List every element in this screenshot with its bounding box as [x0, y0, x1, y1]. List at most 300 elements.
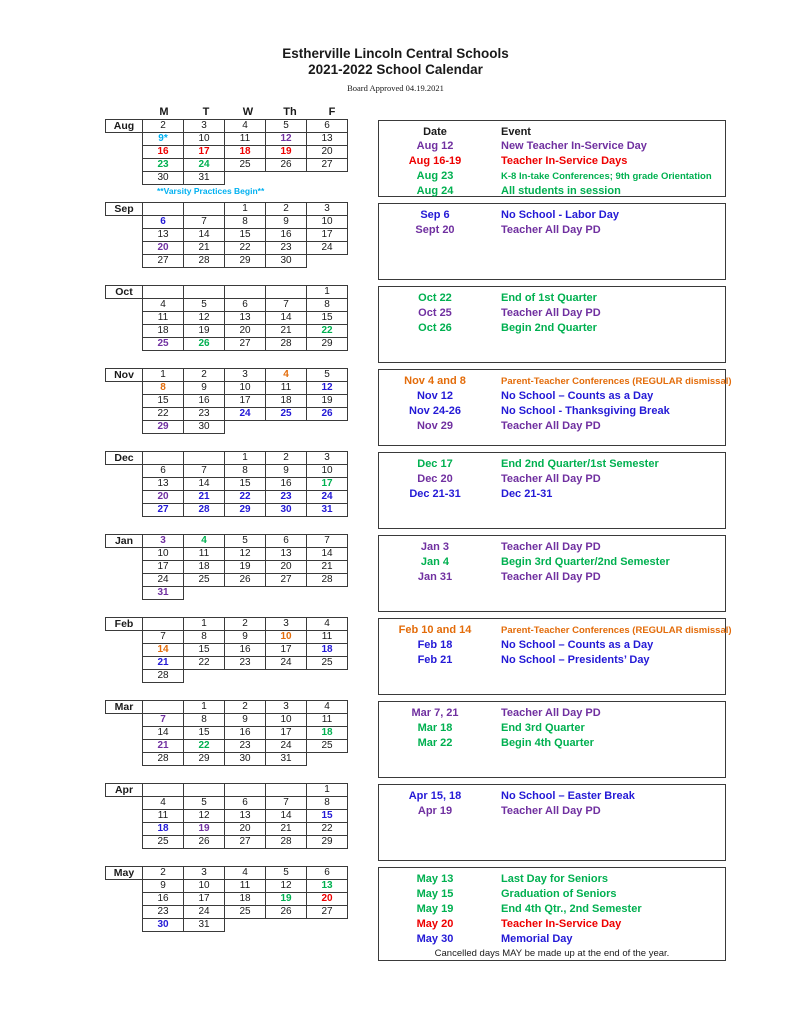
week-row: [105, 617, 353, 631]
day-cell: 22: [224, 490, 266, 504]
event-date: Dec 20: [417, 473, 453, 485]
event-row: [379, 154, 725, 169]
day-cell: 10: [142, 547, 184, 561]
month-calendar: [105, 286, 353, 351]
day-cell: 21: [142, 656, 184, 670]
day-cell: 5: [265, 119, 307, 133]
event-date: Aug 16-19: [408, 155, 462, 167]
title-block: [0, 0, 791, 96]
day-cell: 8: [224, 215, 266, 229]
month-section: [105, 452, 791, 535]
day-cell: 25: [265, 407, 307, 421]
month-label-spacer: [105, 420, 143, 434]
month-events-box: [378, 203, 726, 280]
day-cell: 15: [224, 228, 266, 242]
event-date: Oct 22: [418, 292, 452, 304]
month-label-spacer: [105, 337, 143, 351]
month-name: Apr: [105, 783, 143, 797]
event-row: [379, 389, 725, 404]
empty-day-cell: [142, 783, 184, 797]
month-events-box: [378, 867, 726, 961]
month-events-box: [378, 701, 726, 778]
day-cell: 22: [142, 407, 184, 421]
day-cell: 21: [265, 324, 307, 338]
cancelled-days-note: Cancelled days MAY be made up at the end of the year.: [434, 948, 670, 959]
month-section: [105, 286, 791, 369]
event-description: Teacher All Day PD: [501, 541, 601, 553]
month-section: [105, 369, 791, 452]
month-label-spacer: [105, 822, 143, 836]
day-cell: 13: [142, 228, 184, 242]
day-cell: 2: [224, 700, 266, 714]
event-row: [379, 917, 725, 932]
empty-day-cell: [183, 285, 225, 299]
event-description: End 4th Qtr., 2nd Semester: [501, 903, 642, 915]
month-label-spacer: [105, 796, 143, 810]
week-row: [105, 241, 353, 255]
empty-day-cell: [224, 285, 266, 299]
event-date: Nov 4 and 8: [404, 375, 466, 387]
month-section: [105, 203, 791, 286]
school-name: Estherville Lincoln Central Schools: [282, 46, 509, 61]
week-row: [105, 228, 353, 242]
week-row: [105, 477, 353, 491]
day-cell: 27: [142, 254, 184, 268]
month-name: Dec: [105, 451, 143, 465]
day-cell: 30: [224, 752, 266, 766]
event-date: May 15: [416, 888, 454, 900]
month-events-box: [378, 618, 732, 695]
week-row: [105, 311, 353, 325]
day-cell: 19: [306, 394, 348, 408]
day-cell: 20: [142, 490, 184, 504]
day-cell: 27: [224, 337, 266, 351]
month-calendar: [105, 535, 353, 600]
week-row: [105, 503, 353, 517]
day-cell: 30: [265, 503, 307, 517]
month-section: [105, 618, 791, 701]
week-row: [105, 866, 353, 880]
event-description: Teacher All Day PD: [501, 473, 601, 485]
weekday-monday: M: [159, 106, 169, 118]
weekday-thursday: Th: [283, 106, 297, 118]
day-cell: 15: [183, 726, 225, 740]
day-cell: 8: [306, 298, 348, 312]
event-date: Nov 29: [416, 420, 454, 432]
day-cell: 20: [224, 822, 266, 836]
day-cell: 3: [306, 451, 348, 465]
day-cell: 24: [306, 241, 348, 255]
event-row: [379, 184, 725, 199]
event-description: Dec 21-31: [501, 488, 553, 500]
week-row: [105, 892, 353, 906]
day-cell: 4: [224, 119, 266, 133]
day-cell: 4: [265, 368, 307, 382]
day-cell: 3: [224, 368, 266, 382]
event-date: Apr 15, 18: [408, 790, 462, 802]
month-events-box: [378, 535, 726, 612]
event-date: Oct 26: [418, 322, 452, 334]
event-row: [379, 721, 725, 736]
day-cell: 1: [183, 617, 225, 631]
event-row: [379, 404, 725, 419]
day-cell: 11: [265, 381, 307, 395]
day-cell: 27: [224, 835, 266, 849]
day-cell: 8: [224, 464, 266, 478]
month-label-spacer: [105, 713, 143, 727]
day-cell: 17: [306, 228, 348, 242]
day-cell: 6: [224, 796, 266, 810]
day-cell: 8: [183, 713, 225, 727]
day-cell: 12: [183, 809, 225, 823]
event-row: [379, 169, 725, 184]
day-cell: 14: [265, 311, 307, 325]
week-row: [105, 132, 353, 146]
event-row: [379, 306, 725, 321]
day-cell: 30: [142, 918, 184, 932]
day-cell: 21: [183, 241, 225, 255]
day-cell: 24: [224, 407, 266, 421]
day-cell: 27: [265, 573, 307, 587]
week-row: [105, 879, 353, 893]
month-calendar: [105, 784, 353, 849]
event-description: No School - Labor Day: [501, 209, 619, 221]
day-cell: 22: [183, 739, 225, 753]
day-cell: 12: [265, 132, 307, 146]
day-cell: 5: [183, 298, 225, 312]
day-cell: 22: [306, 324, 348, 338]
event-description: No School – Presidents’ Day: [501, 654, 650, 666]
week-row: [105, 586, 353, 600]
day-cell: 11: [142, 809, 184, 823]
day-cell: 28: [142, 752, 184, 766]
month-section: [105, 535, 791, 618]
event-date: Mar 18: [417, 722, 453, 734]
week-row: [105, 547, 353, 561]
event-row: [379, 540, 725, 555]
week-row: [105, 796, 353, 810]
day-cell: 9*: [142, 132, 184, 146]
event-description: Teacher All Day PD: [501, 571, 601, 583]
event-date: May 20: [416, 918, 454, 930]
day-cell: 26: [183, 835, 225, 849]
event-row: [379, 804, 725, 819]
day-cell: 8: [142, 381, 184, 395]
day-cell: 23: [224, 739, 266, 753]
month-name: Oct: [105, 285, 143, 299]
empty-day-cell: [142, 451, 184, 465]
event-row: [379, 472, 725, 487]
day-cell: 3: [306, 202, 348, 216]
week-row: [105, 254, 353, 268]
day-cell: 4: [224, 866, 266, 880]
day-cell: 16: [142, 892, 184, 906]
day-cell: 29: [306, 835, 348, 849]
weekday-wednesday: W: [242, 106, 254, 118]
day-cell: 10: [224, 381, 266, 395]
day-cell: 25: [183, 573, 225, 587]
event-description: All students in session: [501, 185, 621, 197]
event-description: Begin 4th Quarter: [501, 737, 594, 749]
month-calendar: [105, 203, 353, 268]
day-cell: 11: [183, 547, 225, 561]
event-label-header: Event: [501, 126, 531, 138]
day-cell: 12: [306, 381, 348, 395]
day-cell: 18: [306, 726, 348, 740]
event-description: No School – Easter Break: [501, 790, 635, 802]
board-approved-note: Board Approved 04.19.2021: [347, 83, 444, 93]
day-cell: 10: [265, 630, 307, 644]
day-cell: 2: [265, 451, 307, 465]
month-label-spacer: [105, 324, 143, 338]
week-row: [105, 752, 353, 766]
event-date: Mar 7, 21: [411, 707, 459, 719]
week-row: [105, 573, 353, 587]
week-row: [105, 643, 353, 657]
event-row: [379, 789, 725, 804]
day-cell: 16: [265, 477, 307, 491]
week-row: [105, 420, 353, 434]
day-cell: 6: [142, 215, 184, 229]
day-cell: 25: [306, 739, 348, 753]
day-cell: 31: [265, 752, 307, 766]
day-cell: 31: [183, 171, 225, 185]
day-cell: 17: [142, 560, 184, 574]
month-label-spacer: [105, 630, 143, 644]
month-label-spacer: [105, 726, 143, 740]
event-row: [379, 555, 725, 570]
event-date: Dec 17: [417, 458, 453, 470]
day-cell: 3: [142, 534, 184, 548]
day-cell: 28: [265, 835, 307, 849]
day-cell: 26: [265, 158, 307, 172]
day-cell: 24: [142, 573, 184, 587]
day-cell: 16: [224, 726, 266, 740]
event-date: Jan 31: [417, 571, 453, 583]
week-row: [105, 905, 353, 919]
week-row: [105, 337, 353, 351]
event-date: Apr 19: [417, 805, 453, 817]
day-cell: 17: [224, 394, 266, 408]
day-cell: 10: [306, 215, 348, 229]
day-cell: 7: [265, 298, 307, 312]
month-calendar: [105, 618, 353, 683]
day-cell: 29: [224, 503, 266, 517]
day-cell: 17: [183, 145, 225, 159]
event-date: Feb 10 and 14: [398, 624, 472, 636]
month-label-spacer: [105, 503, 143, 517]
week-row: [105, 726, 353, 740]
day-cell: 8: [306, 796, 348, 810]
month-label-spacer: [105, 669, 143, 683]
day-cell: 4: [183, 534, 225, 548]
event-description: Teacher All Day PD: [501, 707, 601, 719]
day-cell: 2: [265, 202, 307, 216]
event-description: End of 1st Quarter: [501, 292, 597, 304]
week-row: [105, 918, 353, 932]
day-cell: 11: [224, 879, 266, 893]
day-cell: 7: [142, 630, 184, 644]
event-date: Dec 21-31: [409, 488, 461, 500]
month-label-spacer: [105, 752, 143, 766]
day-cell: 22: [306, 822, 348, 836]
day-cell: 19: [265, 892, 307, 906]
month-label-spacer: [105, 407, 143, 421]
day-cell: 2: [224, 617, 266, 631]
day-cell: 9: [183, 381, 225, 395]
day-cell: 7: [183, 464, 225, 478]
month-label-spacer: [105, 145, 143, 159]
day-cell: 22: [183, 656, 225, 670]
month-label-spacer: [105, 228, 143, 242]
event-description: Begin 2nd Quarter: [501, 322, 597, 334]
calendar-months: [105, 120, 791, 965]
event-description: K-8 In-take Conferences; 9th grade Orientation: [501, 171, 712, 182]
day-cell: 3: [265, 700, 307, 714]
event-description: Teacher All Day PD: [501, 805, 601, 817]
month-events-box: [378, 120, 726, 197]
day-cell: 14: [142, 643, 184, 657]
empty-day-cell: [142, 617, 184, 631]
day-cell: 1: [224, 202, 266, 216]
month-label-spacer: [105, 586, 143, 600]
weekday-friday: F: [328, 106, 336, 118]
day-cell: 9: [224, 630, 266, 644]
day-cell: 15: [224, 477, 266, 491]
day-cell: 29: [224, 254, 266, 268]
weekday-tuesday: T: [202, 106, 210, 118]
month-label-spacer: [105, 132, 143, 146]
day-cell: 23: [265, 490, 307, 504]
empty-day-cell: [265, 285, 307, 299]
empty-day-cell: [183, 451, 225, 465]
day-cell: 23: [183, 407, 225, 421]
month-label-spacer: [105, 311, 143, 325]
event-row: [379, 223, 725, 238]
event-description: End 3rd Quarter: [501, 722, 585, 734]
day-cell: 4: [142, 796, 184, 810]
week-row: [105, 158, 353, 172]
event-description: End 2nd Quarter/1st Semester: [501, 458, 659, 470]
day-cell: 1: [142, 368, 184, 382]
day-cell: 14: [142, 726, 184, 740]
day-cell: 24: [265, 739, 307, 753]
weekday-header: [143, 106, 791, 118]
day-cell: 7: [265, 796, 307, 810]
empty-day-cell: [142, 202, 184, 216]
day-cell: 10: [183, 879, 225, 893]
event-row: [379, 623, 732, 638]
day-cell: 26: [265, 905, 307, 919]
day-cell: 13: [142, 477, 184, 491]
event-date-header: Date: [423, 126, 447, 138]
day-cell: 19: [183, 324, 225, 338]
event-date: Sep 6: [420, 209, 450, 221]
month-events-box: [378, 369, 732, 446]
week-row: [105, 285, 353, 299]
day-cell: 15: [306, 311, 348, 325]
day-cell: 14: [183, 228, 225, 242]
month-name: May: [105, 866, 143, 880]
day-cell: 24: [265, 656, 307, 670]
month-events-box: [378, 286, 726, 363]
day-cell: 21: [142, 739, 184, 753]
event-description: No School – Counts as a Day: [501, 639, 654, 651]
month-label-spacer: [105, 918, 143, 932]
day-cell: 25: [306, 656, 348, 670]
day-cell: 10: [306, 464, 348, 478]
day-cell: 22: [224, 241, 266, 255]
event-row: [379, 902, 725, 917]
event-description: Last Day for Seniors: [501, 873, 608, 885]
event-date: Sept 20: [415, 224, 455, 236]
day-cell: 9: [224, 713, 266, 727]
day-cell: 16: [183, 394, 225, 408]
day-cell: 17: [265, 643, 307, 657]
month-name: Aug: [105, 119, 143, 133]
event-description: Begin 3rd Quarter/2nd Semester: [501, 556, 670, 568]
day-cell: 28: [142, 669, 184, 683]
month-events-box: [378, 452, 726, 529]
event-description: New Teacher In-Service Day: [501, 140, 647, 152]
day-cell: 20: [306, 892, 348, 906]
event-description: Parent-Teacher Conferences (REGULAR dismissal): [501, 625, 732, 636]
day-cell: 31: [142, 586, 184, 600]
month-calendar: [105, 120, 353, 196]
event-date: Jan 3: [420, 541, 450, 553]
month-label-spacer: [105, 254, 143, 268]
event-description: Memorial Day: [501, 933, 573, 945]
event-date: Nov 24-26: [409, 405, 461, 417]
day-cell: 23: [142, 158, 184, 172]
month-label-spacer: [105, 547, 143, 561]
day-cell: 4: [306, 700, 348, 714]
week-row: [105, 700, 353, 714]
empty-day-cell: [142, 285, 184, 299]
day-cell: 10: [265, 713, 307, 727]
day-cell: 13: [265, 547, 307, 561]
day-cell: 7: [142, 713, 184, 727]
day-cell: 18: [224, 892, 266, 906]
day-cell: 3: [183, 866, 225, 880]
week-row: [105, 534, 353, 548]
month-label-spacer: [105, 158, 143, 172]
day-cell: 11: [142, 311, 184, 325]
day-cell: 13: [224, 311, 266, 325]
week-row: [105, 713, 353, 727]
month-label-spacer: [105, 739, 143, 753]
day-cell: 2: [142, 866, 184, 880]
day-cell: 21: [183, 490, 225, 504]
day-cell: 9: [265, 464, 307, 478]
day-cell: 23: [265, 241, 307, 255]
calendar-content: [105, 106, 791, 965]
week-row: [105, 783, 353, 797]
day-cell: 5: [224, 534, 266, 548]
month-section: [105, 784, 791, 867]
day-cell: 25: [224, 905, 266, 919]
month-calendar: [105, 452, 353, 517]
week-row: [105, 809, 353, 823]
day-cell: 1: [306, 783, 348, 797]
week-row: [105, 835, 353, 849]
day-cell: 13: [306, 132, 348, 146]
day-cell: 14: [265, 809, 307, 823]
month-label-spacer: [105, 241, 143, 255]
event-row: [379, 653, 725, 668]
event-row: [379, 736, 725, 751]
day-cell: 5: [306, 368, 348, 382]
